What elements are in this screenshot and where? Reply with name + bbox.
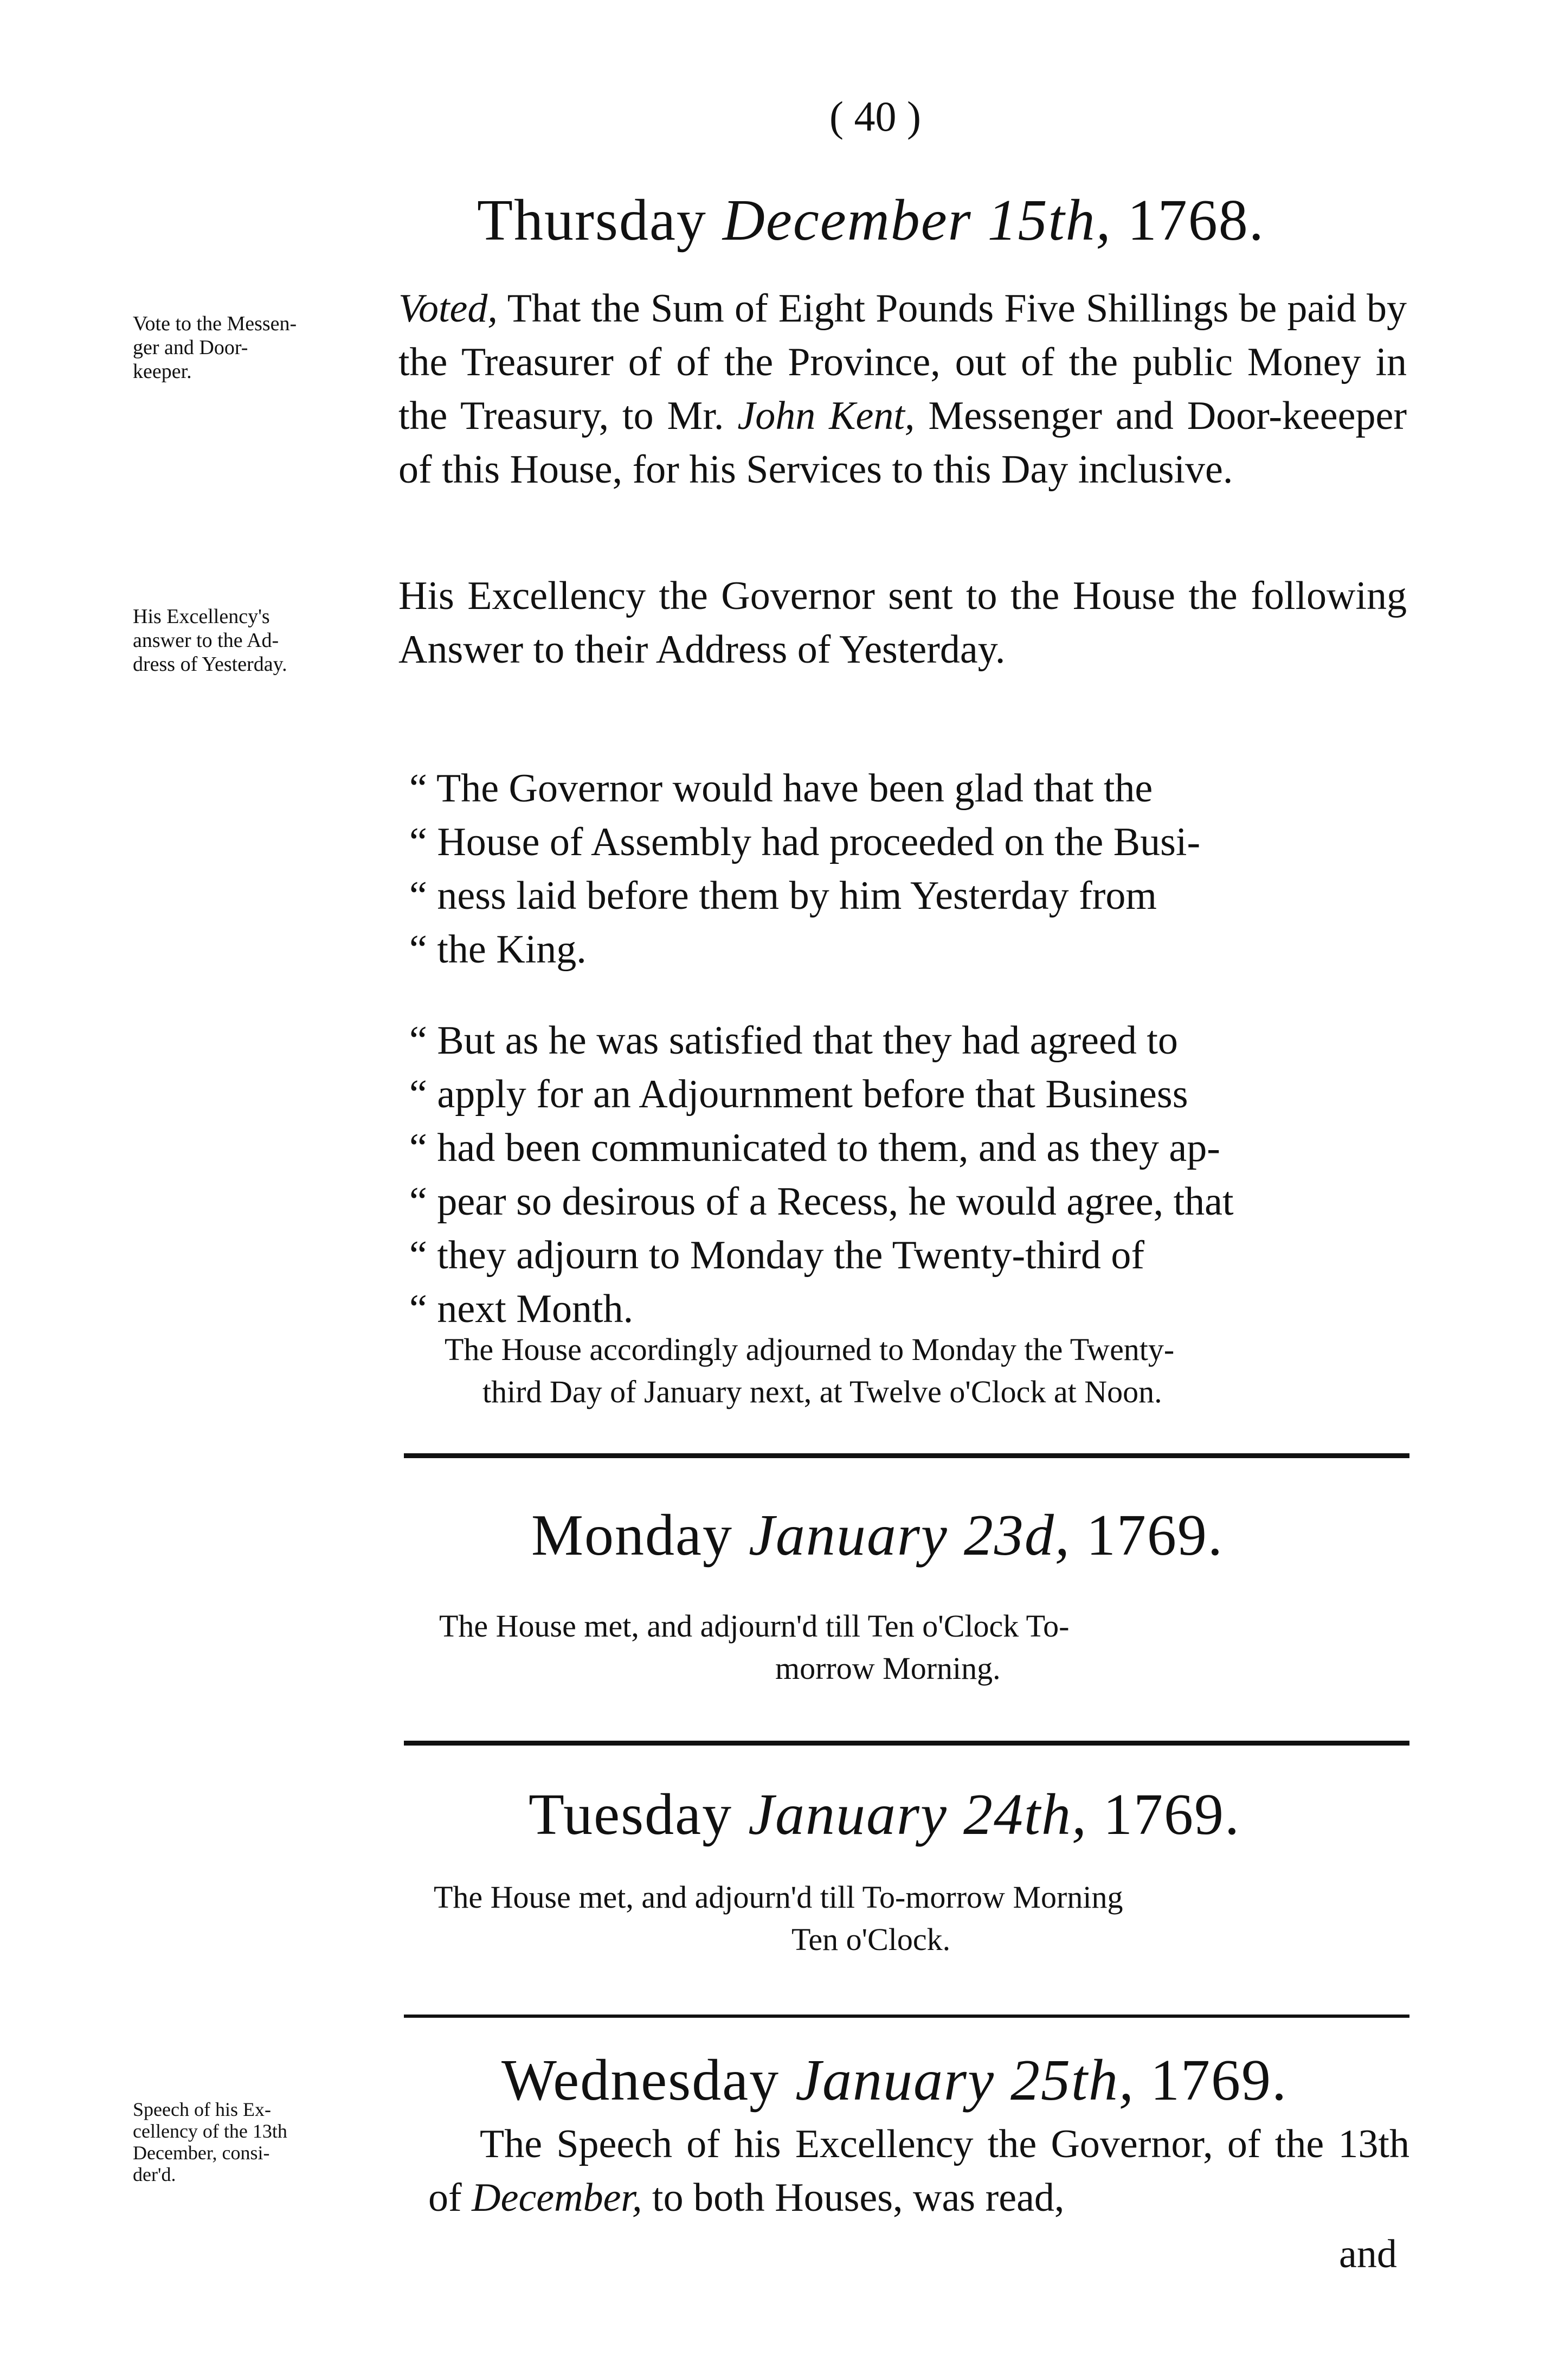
monday-entry [439, 1605, 1069, 1690]
heading-date: 24th, [963, 1782, 1087, 1847]
entry-line: The House met, and adjourn'd till To-morrow Morning [434, 1879, 1123, 1915]
heading-month: January [748, 1782, 948, 1847]
section-divider [404, 2015, 1409, 2018]
vote-text-tail: Messenger and Door-keeeper of this House, for his Services to this Day inclusive. [398, 394, 1407, 492]
adjournment-note [445, 1329, 1174, 1413]
heading-month: January [795, 2048, 995, 2113]
heading-year: 1768. [1127, 188, 1265, 253]
speech-line: “ the King. [409, 927, 587, 972]
entry-line: The House met, and adjourn'd till Ten o'Clock To- [439, 1608, 1070, 1644]
heading-month: January [748, 1503, 948, 1568]
speech-line: “ House of Assembly had proceeded on the Busi- [409, 820, 1201, 864]
speech-month: December, [472, 2176, 642, 2220]
heading-date: 23d, [963, 1503, 1071, 1568]
paragraph-vote [398, 282, 1407, 497]
heading-date: 15th, [987, 188, 1112, 253]
heading-year: 1769. [1086, 1503, 1224, 1568]
voted-lead: Voted, [398, 286, 498, 331]
heading-day: Thursday [477, 188, 707, 253]
messenger-name: John Kent, [737, 394, 915, 438]
catchword: and [1339, 2232, 1397, 2276]
heading-day: Monday [531, 1503, 733, 1568]
tuesday-entry [434, 1876, 1123, 1961]
speech-line: “ apply for an Adjournment before that Business [409, 1072, 1188, 1117]
governor-answer-part-2 [409, 1014, 1407, 1336]
speech-read-text-end: to both Houses, was read, [642, 2176, 1065, 2220]
margin-note-speech: Speech of his Ex- cellency of the 13th December, consi- der'd. [133, 2099, 287, 2185]
margin-note-vote: Vote to the Messen- ger and Door- keeper. [133, 312, 297, 383]
heading-day: Tuesday [529, 1782, 733, 1847]
adjournment-line: third Day of January next, at Twelve o'Clock at Noon. [482, 1374, 1162, 1409]
speech-line: “ they adjourn to Monday the Twenty-third of [409, 1233, 1144, 1278]
paragraph-answer-intro: His Excellency the Governor sent to the House the following Answer to their Address of Yesterday. [398, 574, 1407, 672]
entry-line: morrow Morning. [775, 1651, 1001, 1686]
adjournment-line: The House accordingly adjourned to Monday the Twenty- [445, 1332, 1175, 1367]
heading-date: 25th, [1010, 2048, 1135, 2113]
speech-line: “ The Governor would have been glad that the [409, 766, 1153, 811]
section-divider [404, 1741, 1409, 1746]
speech-line: “ had been communicated to them, and as they ap- [409, 1126, 1220, 1170]
speech-line: “ pear so desirous of a Recess, he would agree, that [409, 1179, 1234, 1224]
heading-year: 1769. [1150, 2048, 1288, 2113]
heading-day: Wednesday [501, 2048, 780, 2113]
margin-note-answer: His Excellency's answer to the Ad- dress of Yesterday. [133, 605, 287, 676]
section-heading-monday [531, 1502, 1224, 1569]
paragraph-speech-read [428, 2118, 1409, 2225]
section-divider [404, 1453, 1409, 1458]
speech-read-text: The Speech of his Excellency the Governor, of the 13th of [428, 2122, 1409, 2220]
speech-line: “ ness laid before them by him Yesterday from [409, 874, 1157, 918]
speech-line: “ next Month. [409, 1287, 634, 1331]
speech-line: “ But as he was satisfied that they had agreed to [409, 1018, 1178, 1063]
heading-month: December [722, 188, 972, 253]
page-number: ( 40 ) [829, 93, 921, 140]
section-heading-thursday [477, 187, 1265, 254]
entry-line: Ten o'Clock. [791, 1922, 951, 1957]
section-heading-tuesday [529, 1781, 1240, 1849]
heading-year: 1769. [1103, 1782, 1240, 1847]
section-heading-wednesday [501, 2047, 1288, 2114]
governor-answer-part-1 [409, 762, 1407, 977]
vote-text: That the Sum of Eight Pounds Five Shillings be paid by the Treasurer of of the Province, out of the public Money in the Treasury, to Mr. [398, 286, 1407, 438]
